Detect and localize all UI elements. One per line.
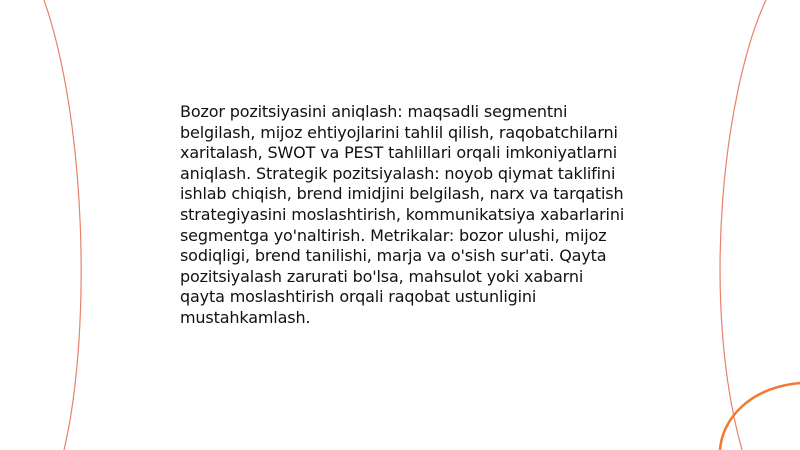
body-paragraph: Bozor pozitsiyasini aniqlash: maqsadli segmentni belgilash, mijoz ehtiyojlarini tahlil qilish, raqobatchilarni xaritalash, SWOT va PEST tahlillari orqali imkoniyatlarni aniqlash. Strategik pozitsiyalash: noyob qiymat taklifini ishlab chiqish, brend imidjini belgilash, narx va tarqatish strategiyasini moslashtirish, kommunikatsiya xabarlarini segmentga yo'naltirish. Metrikalar: bozor ulushi, mijoz sodiqligi, brend tanilishi, marja va o'sish sur'ati. Qayta pozitsiyalash zarurati bo'lsa, mahsulot yoki xabarni qayta moslashtirish orqali raqobat ustunligini mustahkamlash. (180, 102, 625, 327)
left-thin-arc (44, 0, 81, 450)
right-thin-arc (720, 0, 766, 450)
bottom-right-thick-arc (720, 383, 800, 450)
